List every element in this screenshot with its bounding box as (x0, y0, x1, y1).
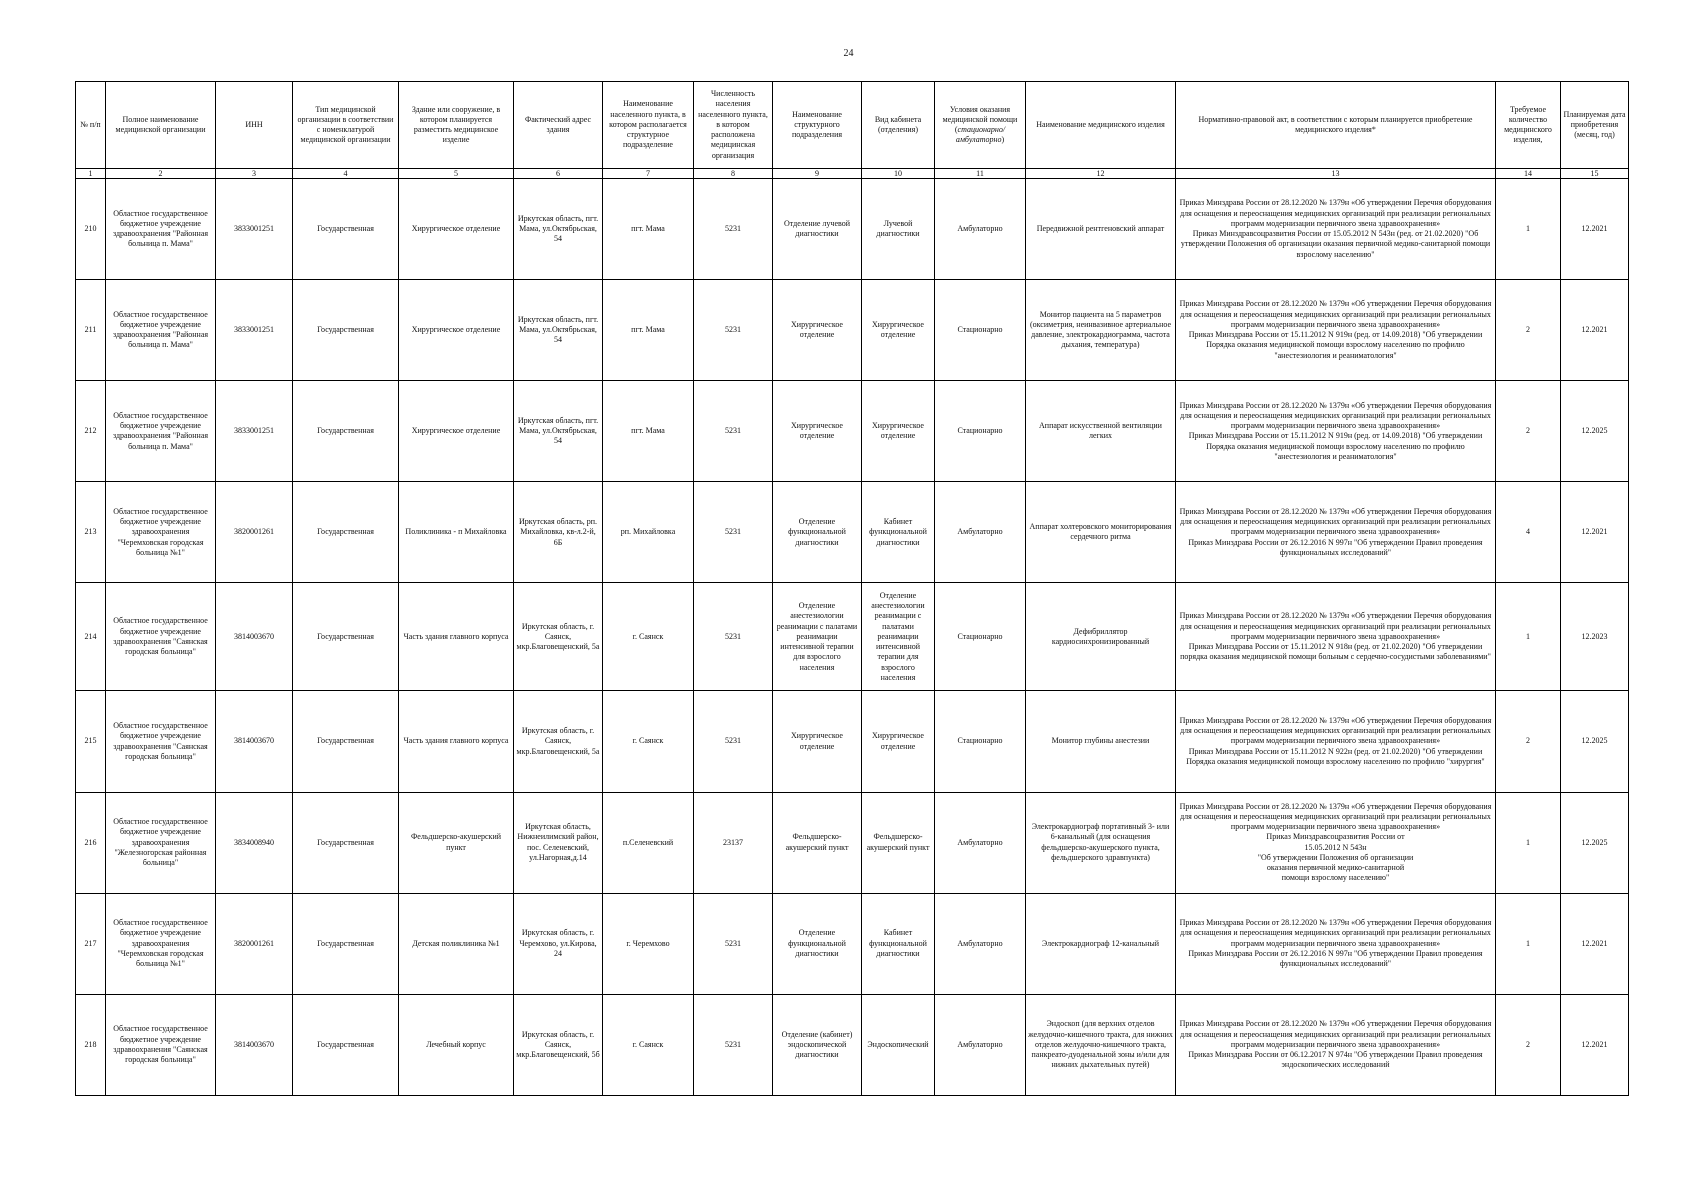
organization-type: Государственная (293, 583, 399, 691)
population: 5231 (694, 994, 773, 1095)
population: 5231 (694, 583, 773, 691)
legal-act: Приказ Минздрава России от 28.12.2020 № 1379н «Об утверждении Перечня оборудования для оснащения и переоснащения медицинских организаций при реализации региональных программ модернизации первичного звена здравоохранения» Приказ Минздравсоцразвития России от 15.05.2012 N 543н "Об утверждении Положения об организации оказания первичной медико-санитарной помощи взрослому населению" (1176, 792, 1496, 893)
table-row (76, 994, 1629, 1095)
settlement: г. Саянск (603, 691, 694, 792)
inn: 3814003670 (216, 583, 293, 691)
header-cell: № п/п (76, 82, 106, 169)
header-cell: Нормативно-правовой акт, в соответствии с которым планируется приобретение медицинского изделия* (1176, 82, 1496, 169)
care-conditions: Стационарно (935, 691, 1026, 792)
population: 5231 (694, 179, 773, 280)
header-conditions-paren-close: ) (1001, 135, 1005, 145)
organization-name: Областное государственное бюджетное учреждение здравоохранения "Саянская городская больница" (106, 583, 216, 691)
header-cell: Фактический адрес здания (514, 82, 603, 169)
column-number: 9 (773, 169, 862, 179)
legal-act: Приказ Минздрава России от 28.12.2020 № 1379н «Об утверждении Перечня оборудования для оснащения и переоснащения медицинских организаций при реализации региональных программ модернизации первичного звена здравоохранения» Приказ Минздрава России от 26.12.2016 N 997н "Об утверждении Правил проведения функциональных исследований" (1176, 482, 1496, 583)
settlement: г. Саянск (603, 583, 694, 691)
inn: 3820001261 (216, 482, 293, 583)
cabinet-type: Хирургическое отделение (862, 381, 935, 482)
division: Отделение анестезиологии реанимации с палатами реанимации интенсивной терапии для взрослого населения (773, 583, 862, 691)
address: Иркутская область, рп. Михайловка, кв-л.2-й, 6Б (514, 482, 603, 583)
device-name: Электрокардиограф 12-канальный (1026, 893, 1176, 994)
header-cell: Требуемое количество медицинского изделия, (1496, 82, 1561, 169)
division: Фельдшерско-акушерский пункт (773, 792, 862, 893)
device-name: Аппарат искусственной вентиляции легких (1026, 381, 1176, 482)
cabinet-type: Кабинет функциональной диагностики (862, 893, 935, 994)
organization-type: Государственная (293, 280, 399, 381)
cabinet-type: Отделение анестезиологии реанимации с палатами реанимации интенсивной терапии для взрослого населения (862, 583, 935, 691)
address: Иркутская область, Нижнеилимский район, пос. Селеневский, ул.Нагорная,д.14 (514, 792, 603, 893)
division: Отделение функциональной диагностики (773, 482, 862, 583)
quantity: 1 (1496, 792, 1561, 893)
header-cell: Вид кабинета (отделения) (862, 82, 935, 169)
purchase-date: 12.2021 (1561, 994, 1629, 1095)
legal-act: Приказ Минздрава России от 28.12.2020 № 1379н «Об утверждении Перечня оборудования для оснащения и переоснащения медицинских организаций при реализации региональных программ модернизации первичного звена здравоохранения» Приказ Минздравсоцразвития России от 15.05.2012 N 543н (ред. от 21.02.2020) "Об утверждении Положения об организации оказания первичной медико-санитарной помощи взрослому населению" (1176, 179, 1496, 280)
settlement: рп. Михайловка (603, 482, 694, 583)
table-body (76, 179, 1629, 1096)
legal-act: Приказ Минздрава России от 28.12.2020 № 1379н «Об утверждении Перечня оборудования для оснащения и переоснащения медицинских организаций при реализации региональных программ модернизации первичного звена здравоохранения» Приказ Минздрава России от 15.11.2012 N 918н (ред. от 21.02.2020) "Об утверждении порядка оказания медицинской помощи больным с сердечно-сосудистыми заболеваниями" (1176, 583, 1496, 691)
cabinet-type: Эндоскопический (862, 994, 935, 1095)
cabinet-type: Хирургическое отделение (862, 280, 935, 381)
settlement: г. Черемхово (603, 893, 694, 994)
column-number: 10 (862, 169, 935, 179)
inn: 3834008940 (216, 792, 293, 893)
row-number: 215 (76, 691, 106, 792)
purchase-date: 12.2021 (1561, 482, 1629, 583)
purchase-date: 12.2025 (1561, 792, 1629, 893)
page-number: 24 (843, 48, 854, 59)
table-row (76, 381, 1629, 482)
header-cell: Наименование структурного подразделения (773, 82, 862, 169)
table-row (76, 482, 1629, 583)
population: 5231 (694, 691, 773, 792)
building: Хирургическое отделение (399, 280, 514, 381)
quantity: 2 (1496, 994, 1561, 1095)
care-conditions: Амбулаторно (935, 893, 1026, 994)
purchase-date: 12.2021 (1561, 280, 1629, 381)
organization-type: Государственная (293, 381, 399, 482)
division: Хирургическое отделение (773, 691, 862, 792)
care-conditions: Стационарно (935, 280, 1026, 381)
header-cell: ИНН (216, 82, 293, 169)
organization-type: Государственная (293, 691, 399, 792)
table-row (76, 691, 1629, 792)
legal-act: Приказ Минздрава России от 28.12.2020 № 1379н «Об утверждении Перечня оборудования для оснащения и переоснащения медицинских организаций при реализации региональных программ модернизации первичного звена здравоохранения» Приказ Минздрава России от 15.11.2012 N 919н (ред. от 14.09.2018) "Об утверждении Порядка оказания медицинской помощи взрослому населению по профилю "анестезиология и реаниматология" (1176, 280, 1496, 381)
device-name: Аппарат холтеровского мониторирования сердечного ритма (1026, 482, 1176, 583)
quantity: 1 (1496, 179, 1561, 280)
inn: 3814003670 (216, 994, 293, 1095)
column-number: 8 (694, 169, 773, 179)
settlement: г. Саянск (603, 994, 694, 1095)
table-row (76, 583, 1629, 691)
cabinet-type: Хирургическое отделение (862, 691, 935, 792)
cabinet-type: Лучевой диагностики (862, 179, 935, 280)
header-cell: Здание или сооружение, в котором планируется разместить медицинское изделие (399, 82, 514, 169)
quantity: 2 (1496, 381, 1561, 482)
population: 5231 (694, 893, 773, 994)
population: 5231 (694, 381, 773, 482)
device-name: Дефибриллятор кардиосинхронизированный (1026, 583, 1176, 691)
address: Иркутская область, г. Саянск, мкр.Благовещенский, 5б (514, 994, 603, 1095)
column-number: 7 (603, 169, 694, 179)
purchase-date: 12.2021 (1561, 893, 1629, 994)
legal-act: Приказ Минздрава России от 28.12.2020 № 1379н «Об утверждении Перечня оборудования для оснащения и переоснащения медицинских организаций при реализации региональных программ модернизации первичного звена здравоохранения» Приказ Минздрава России от 06.12.2017 N 974н "Об утверждении Правил проведения эндоскопических исследований (1176, 994, 1496, 1095)
row-number: 212 (76, 381, 106, 482)
inn: 3833001251 (216, 179, 293, 280)
device-name: Монитор глубины анестезии (1026, 691, 1176, 792)
organization-name: Областное государственное бюджетное учреждение здравоохранения "Саянская городская больница" (106, 994, 216, 1095)
header-cell: Наименование населенного пункта, в котором располагается структурное подразделение (603, 82, 694, 169)
division: Отделение функциональной диагностики (773, 893, 862, 994)
header-conditions-italic: стационарно/амбулаторно (955, 125, 1006, 145)
quantity: 1 (1496, 893, 1561, 994)
header-row (76, 82, 1629, 169)
column-number: 14 (1496, 169, 1561, 179)
inn: 3814003670 (216, 691, 293, 792)
column-number: 15 (1561, 169, 1629, 179)
header-cell: Численность населения населенного пункта, в котором расположена медицинская организация (694, 82, 773, 169)
quantity: 2 (1496, 691, 1561, 792)
column-number: 11 (935, 169, 1026, 179)
device-name: Передвижной рентгеновский аппарат (1026, 179, 1176, 280)
table-row (76, 893, 1629, 994)
row-number: 214 (76, 583, 106, 691)
building: Часть здания главного корпуса (399, 583, 514, 691)
cabinet-type: Кабинет функциональной диагностики (862, 482, 935, 583)
organization-name: Областное государственное бюджетное учреждение здравоохранения "Районная больница п. Мама" (106, 280, 216, 381)
row-number: 211 (76, 280, 106, 381)
header-cell: Наименование медицинского изделия (1026, 82, 1176, 169)
address: Иркутская область, пгт. Мама, ул.Октябрьская, 54 (514, 280, 603, 381)
care-conditions: Стационарно (935, 381, 1026, 482)
column-number: 12 (1026, 169, 1176, 179)
division: Хирургическое отделение (773, 280, 862, 381)
equipment-table (75, 81, 1629, 1096)
device-name: Эндоскоп (для верхних отделов желудочно-кишечного тракта, для нижних отделов желудочно-кишечного тракта, панкреато-дуоденальной зоны и/или для нижних дыхательных путей) (1026, 994, 1176, 1095)
address: Иркутская область, г. Саянск, мкр.Благовещенский, 5а (514, 583, 603, 691)
address: Иркутская область, г. Саянск, мкр.Благовещенский, 5а (514, 691, 603, 792)
building: Детская поликлиника №1 (399, 893, 514, 994)
header-cell-conditions (935, 82, 1026, 169)
organization-type: Государственная (293, 792, 399, 893)
care-conditions: Стационарно (935, 583, 1026, 691)
column-number-row (76, 169, 1629, 179)
column-number: 3 (216, 169, 293, 179)
organization-name: Областное государственное бюджетное учреждение здравоохранения "Черемховская городская больница №1" (106, 893, 216, 994)
purchase-date: 12.2023 (1561, 583, 1629, 691)
population: 5231 (694, 482, 773, 583)
organization-name: Областное государственное бюджетное учреждение здравоохранения "Районная больница п. Мама" (106, 179, 216, 280)
quantity: 2 (1496, 280, 1561, 381)
header-cell: Тип медицинской организации в соответствии с номенклатурой медицинской организации (293, 82, 399, 169)
column-number: 5 (399, 169, 514, 179)
building: Лечебный корпус (399, 994, 514, 1095)
column-number: 4 (293, 169, 399, 179)
care-conditions: Амбулаторно (935, 792, 1026, 893)
settlement: пгт. Мама (603, 381, 694, 482)
division: Отделение (кабинет) эндоскопической диагностики (773, 994, 862, 1095)
header-conditions-paren-open: ( (954, 125, 958, 134)
care-conditions: Амбулаторно (935, 994, 1026, 1095)
header-cell: Полное наименование медицинской организации (106, 82, 216, 169)
building: Хирургическое отделение (399, 179, 514, 280)
inn: 3820001261 (216, 893, 293, 994)
row-number: 216 (76, 792, 106, 893)
organization-type: Государственная (293, 893, 399, 994)
purchase-date: 12.2021 (1561, 179, 1629, 280)
legal-act: Приказ Минздрава России от 28.12.2020 № 1379н «Об утверждении Перечня оборудования для оснащения и переоснащения медицинских организаций при реализации региональных программ модернизации первичного звена здравоохранения» Приказ Минздрава России от 15.11.2012 N 922н (ред. от 21.02.2020) "Об утверждении Порядка оказания медицинской помощи взрослому населению по профилю "хирургия" (1176, 691, 1496, 792)
quantity: 4 (1496, 482, 1561, 583)
table-row (76, 280, 1629, 381)
inn: 3833001251 (216, 280, 293, 381)
organization-type: Государственная (293, 179, 399, 280)
building: Часть здания главного корпуса (399, 691, 514, 792)
division: Хирургическое отделение (773, 381, 862, 482)
cabinet-type: Фельдшерско-акушерский пункт (862, 792, 935, 893)
purchase-date: 12.2025 (1561, 691, 1629, 792)
address: Иркутская область, пгт. Мама, ул.Октябрьская, 54 (514, 179, 603, 280)
purchase-date: 12.2025 (1561, 381, 1629, 482)
population: 5231 (694, 280, 773, 381)
settlement: пгт. Мама (603, 179, 694, 280)
table-row (76, 792, 1629, 893)
row-number: 213 (76, 482, 106, 583)
row-number: 217 (76, 893, 106, 994)
settlement: пгт. Мама (603, 280, 694, 381)
inn: 3833001251 (216, 381, 293, 482)
address: Иркутская область, г. Черемхово, ул.Кирова, 24 (514, 893, 603, 994)
building: Фельдшерско-акушерский пункт (399, 792, 514, 893)
row-number: 218 (76, 994, 106, 1095)
legal-act: Приказ Минздрава России от 28.12.2020 № 1379н «Об утверждении Перечня оборудования для оснащения и переоснащения медицинских организаций при реализации региональных программ модернизации первичного звена здравоохранения» Приказ Минздрава России от 15.11.2012 N 919н (ред. от 14.09.2018) "Об утверждении Порядка оказания медицинской помощи взрослому населению по профилю "анестезиология и реаниматология" (1176, 381, 1496, 482)
legal-act: Приказ Минздрава России от 28.12.2020 № 1379н «Об утверждении Перечня оборудования для оснащения и переоснащения медицинских организаций при реализации региональных программ модернизации первичного звена здравоохранения» Приказ Минздрава России от 26.12.2016 N 997н "Об утверждении Правил проведения функциональных исследований" (1176, 893, 1496, 994)
division: Отделение лучевой диагностики (773, 179, 862, 280)
population: 23137 (694, 792, 773, 893)
building: Поликлиника - п Михайловка (399, 482, 514, 583)
column-number: 1 (76, 169, 106, 179)
organization-type: Государственная (293, 994, 399, 1095)
column-number: 2 (106, 169, 216, 179)
device-name: Электрокардиограф портативный 3- или 6-канальный (для оснащения фельдшерско-акушерского пункта, фельдшерского здравпункта) (1026, 792, 1176, 893)
care-conditions: Амбулаторно (935, 482, 1026, 583)
quantity: 1 (1496, 583, 1561, 691)
column-number: 6 (514, 169, 603, 179)
column-number: 13 (1176, 169, 1496, 179)
device-name: Монитор пациента на 5 параметров (оксиметрия, неинвазивное артериальное давление, электрокардиограмма, частота дыхания, температура) (1026, 280, 1176, 381)
organization-name: Областное государственное бюджетное учреждение здравоохранения "Черемховская городская больница №1" (106, 482, 216, 583)
organization-name: Областное государственное бюджетное учреждение здравоохранения "Саянская городская больница" (106, 691, 216, 792)
organization-name: Областное государственное бюджетное учреждение здравоохранения "Железногорская районная больница" (106, 792, 216, 893)
settlement: п.Селеневский (603, 792, 694, 893)
address: Иркутская область, пгт. Мама, ул.Октябрьская, 54 (514, 381, 603, 482)
row-number: 210 (76, 179, 106, 280)
table-row (76, 179, 1629, 280)
organization-type: Государственная (293, 482, 399, 583)
organization-name: Областное государственное бюджетное учреждение здравоохранения "Районная больница п. Мама" (106, 381, 216, 482)
header-cell: Планируемая дата приобретения (месяц, год) (1561, 82, 1629, 169)
header-conditions-text: Условия оказания медицинской помощи (942, 104, 1018, 124)
building: Хирургическое отделение (399, 381, 514, 482)
care-conditions: Амбулаторно (935, 179, 1026, 280)
